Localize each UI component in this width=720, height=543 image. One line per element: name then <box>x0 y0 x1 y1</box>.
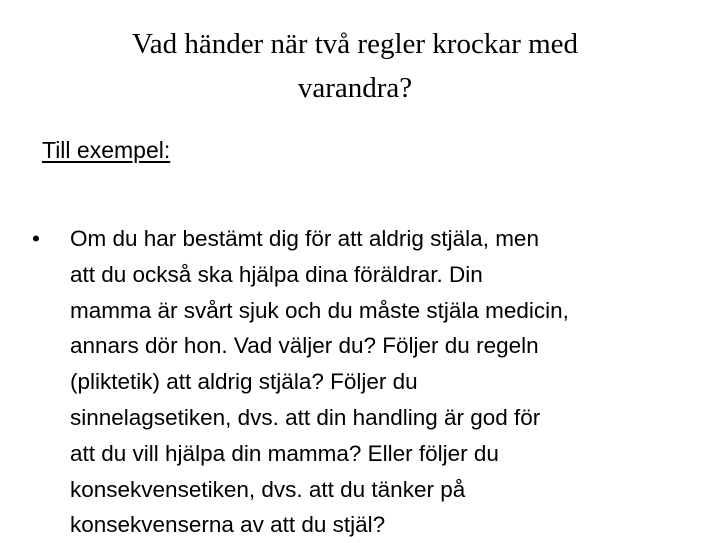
bullet-line: konsekvensetiken, dvs. att du tänker på <box>70 476 466 502</box>
bullet-line: mamma är svårt sjuk och du måste stjäla medicin, <box>70 297 569 323</box>
bullet-line: Om du har bestämt dig för att aldrig stjäla, men <box>70 226 539 251</box>
bullet-line: konsekvenserna av att du stjäl? <box>70 512 386 538</box>
bullet-line: (pliktetik) att aldrig stjäla? Följer du <box>70 369 418 395</box>
bullet-line: annars dör hon. Vad väljer du? Följer du regeln <box>70 333 539 359</box>
title-line-1: Vad händer när två regler krockar med <box>131 28 579 60</box>
bullet-line: att du vill hjälpa din mamma? Eller följer du <box>70 440 499 466</box>
list-item <box>32 221 692 543</box>
bullet-dot-icon: • <box>32 226 40 251</box>
bullet-line: sinnelagsetiken, dvs. att din handling är god för <box>70 404 541 430</box>
bullet-list <box>32 221 692 543</box>
bullet-line: att du också ska hjälpa dina föräldrar. Din <box>70 261 483 287</box>
slide-title <box>60 22 650 110</box>
subheading: Till exempel: <box>42 137 171 163</box>
title-line-2: varandra? <box>297 72 413 104</box>
